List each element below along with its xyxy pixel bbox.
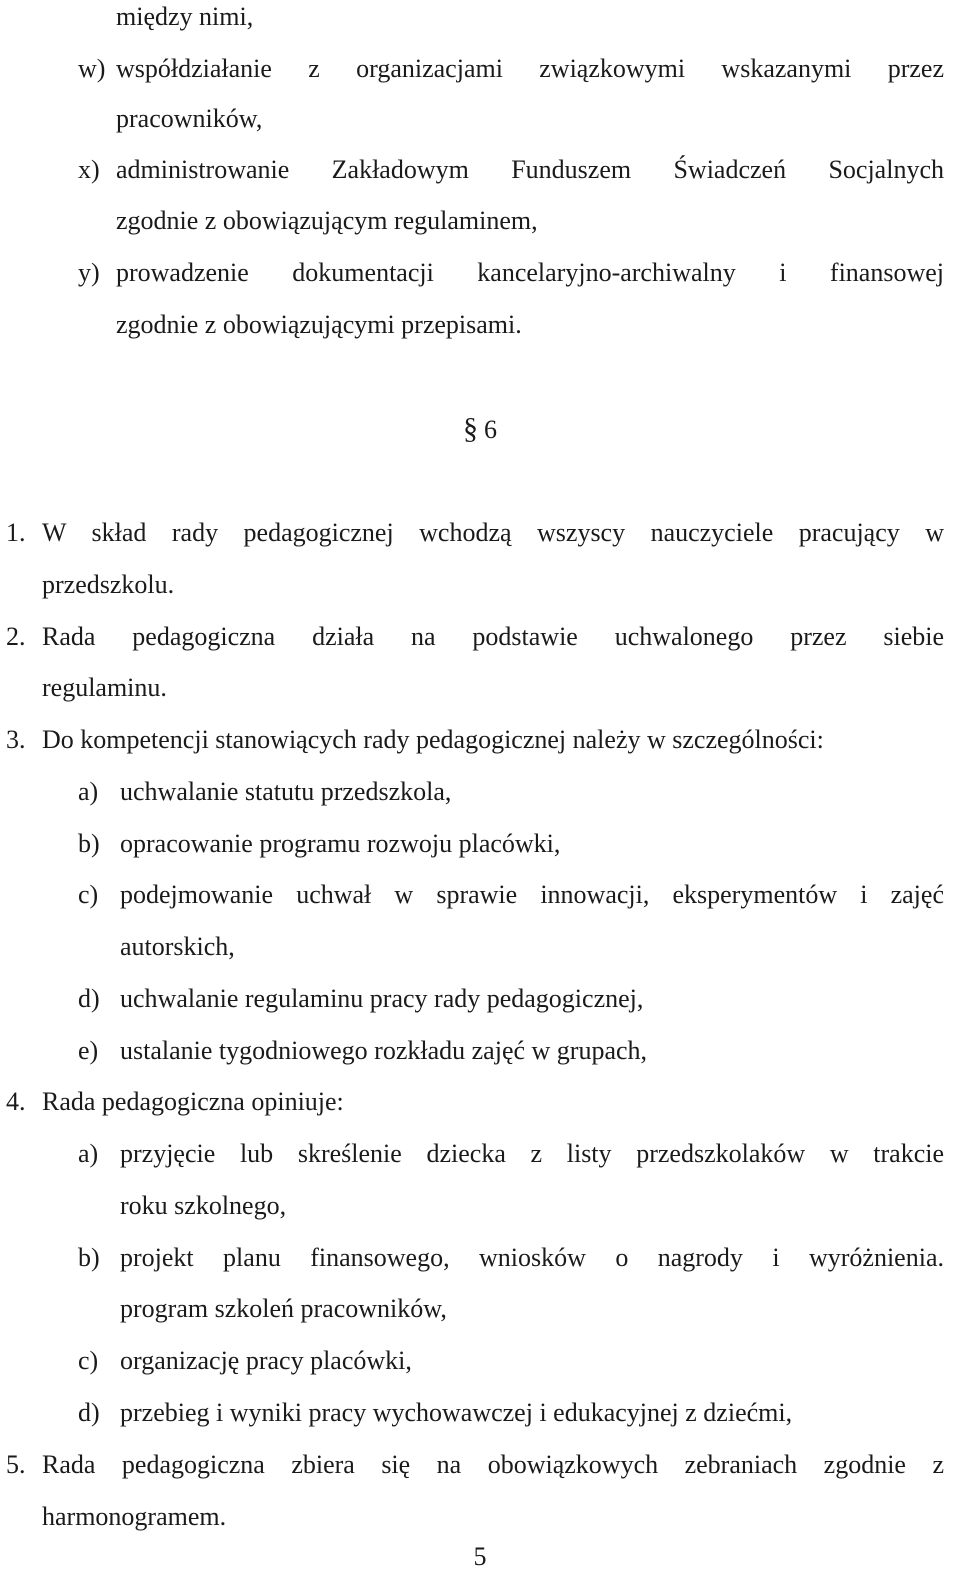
list-item-text: uchwalanie statutu przedszkola, bbox=[120, 777, 452, 806]
list-label: x) bbox=[78, 155, 100, 184]
list-item-text: zgodnie z obowiązującymi przepisami. bbox=[116, 310, 522, 339]
paragraph-number: 5. bbox=[6, 1450, 26, 1479]
list-label: e) bbox=[78, 1036, 99, 1065]
list-item-text: administrowanie Zakładowym Funduszem Świadczeń Socjalnych bbox=[116, 155, 944, 184]
paragraph-text: Rada pedagogiczna zbiera się na obowiązkowych zebraniach zgodnie z bbox=[42, 1450, 944, 1479]
list-item-text: podejmowanie uchwał w sprawie innowacji, eksperymentów i zajęć bbox=[120, 880, 944, 909]
list-label: c) bbox=[78, 1346, 99, 1375]
list-item-text: zgodnie z obowiązującym regulaminem, bbox=[116, 206, 538, 235]
list-item-text: organizację pracy placówki, bbox=[120, 1346, 412, 1375]
paragraph-text: regulaminu. bbox=[42, 673, 167, 702]
paragraph-number: 4. bbox=[6, 1087, 26, 1116]
list-item-text: projekt planu finansowego, wniosków o nagrody i wyróżnienia. bbox=[120, 1243, 944, 1272]
paragraph-text: przedszkolu. bbox=[42, 570, 175, 599]
paragraph-text: Rada pedagogiczna działa na podstawie uchwalonego przez siebie bbox=[42, 622, 944, 651]
paragraph-number: 1. bbox=[6, 518, 26, 547]
list-label: c) bbox=[78, 880, 99, 909]
list-item-text: uchwalanie regulaminu pracy rady pedagogicznej, bbox=[120, 984, 644, 1013]
list-label: a) bbox=[78, 777, 99, 806]
list-label: d) bbox=[78, 1398, 100, 1427]
paragraph-text: harmonogramem. bbox=[42, 1502, 227, 1531]
paragraph-text: W skład rady pedagogicznej wchodzą wszyscy nauczyciele pracujący w bbox=[42, 518, 944, 547]
section-number: 6 bbox=[484, 415, 497, 444]
list-label: d) bbox=[78, 984, 100, 1013]
list-item-text: program szkoleń pracowników, bbox=[120, 1294, 447, 1323]
paragraph-text: Do kompetencji stanowiących rady pedagogicznej należy w szczególności: bbox=[42, 725, 824, 754]
list-item-text: autorskich, bbox=[120, 932, 235, 961]
list-item-text: prowadzenie dokumentacji kancelaryjno-archiwalny i finansowej bbox=[116, 258, 944, 287]
list-item-text: przebieg i wyniki pracy wychowawczej i edukacyjnej z dziećmi, bbox=[120, 1398, 793, 1427]
list-label: y) bbox=[78, 258, 100, 287]
list-label: w) bbox=[78, 54, 106, 83]
paragraph-number: 3. bbox=[6, 725, 26, 754]
list-item-text: opracowanie programu rozwoju placówki, bbox=[120, 829, 561, 858]
list-item-text: roku szkolnego, bbox=[120, 1191, 287, 1220]
list-label: b) bbox=[78, 829, 100, 858]
section-heading bbox=[0, 414, 960, 445]
list-item-continuation: między nimi, bbox=[116, 2, 254, 31]
paragraph-text: Rada pedagogiczna opiniuje: bbox=[42, 1087, 344, 1116]
list-label: b) bbox=[78, 1243, 100, 1272]
list-item-text: ustalanie tygodniowego rozkładu zajęć w grupach, bbox=[120, 1036, 648, 1065]
list-item-text: pracowników, bbox=[116, 104, 263, 133]
list-item-text: przyjęcie lub skreślenie dziecka z listy przedszkolaków w trakcie bbox=[120, 1139, 944, 1168]
paragraph-number: 2. bbox=[6, 622, 26, 651]
page-number: 5 bbox=[473, 1542, 487, 1571]
list-label: a) bbox=[78, 1139, 99, 1168]
section-sign: § bbox=[463, 412, 478, 445]
list-item-text: współdziałanie z organizacjami związkowymi wskazanymi przez bbox=[116, 54, 944, 83]
